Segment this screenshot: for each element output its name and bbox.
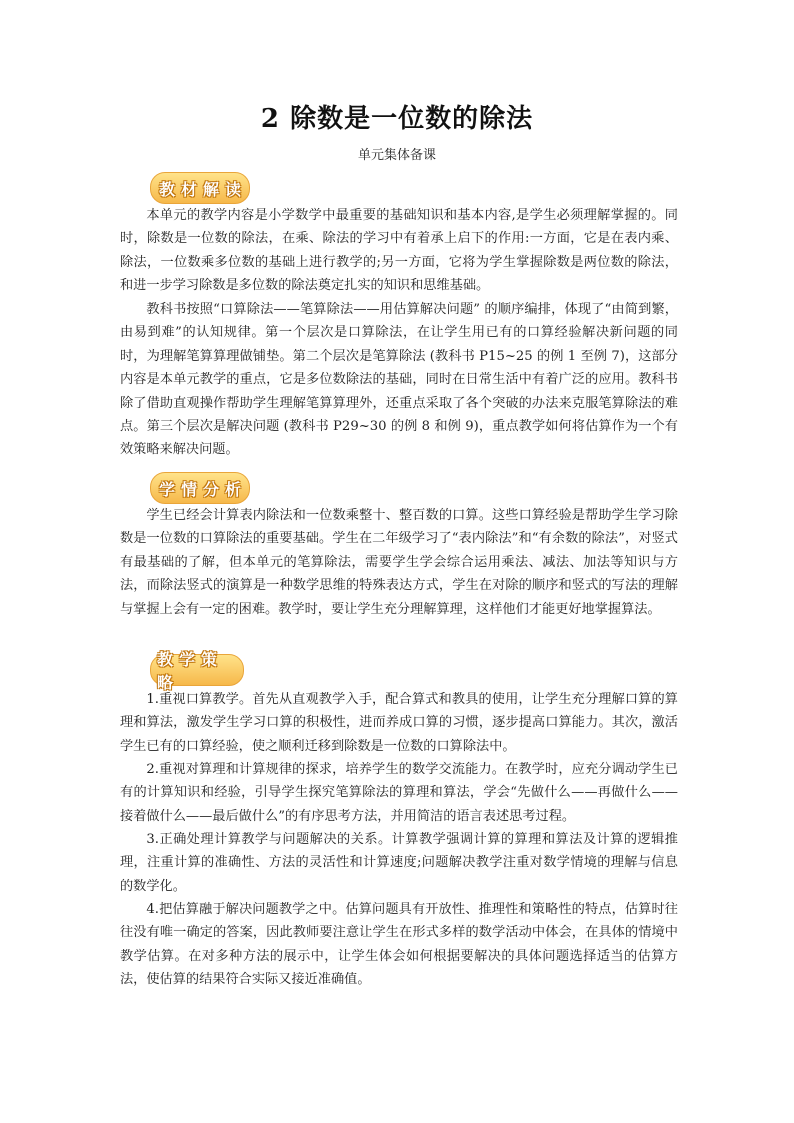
paragraph: 4.把估算融于解决问题教学之中。估算问题具有开放性、推理性和策略性的特点，估算时往往没有唯一确定的答案，因此教师要注意让学生在形式多样的数学活动中体会，在具体的情境中教学估算。在对多种方法的展示中，让学生体会如何根据要解决的具体问题选择适当的估算方法，使估算的结果符合实际又接近准确值。 [120, 902, 678, 988]
paragraph: 学生已经会计算表内除法和一位数乘整十、整百数的口算。这些口算经验是帮助学生学习除数是一位数的口算除法的重要基础。学生在二年级学习了“表内除法”和“有余数的除法”，对竖式有最基础的了解，但本单元的笔算除法，需要学生学会综合运用乘法、减法、加法等知识与方法，而除法竖式的演算是一种数学思维的特殊表达方式，学生在对除的顺序和竖式的写法的理解与掌握上会有一定的困难。教学时，要让学生充分理解算理，这样他们才能更好地掌握算法。 [120, 508, 678, 617]
page-title: 2 除数是一位数的除法 [260, 104, 534, 134]
paragraph: 教科书按照“口算除法——笔算除法——用估算解决问题” 的顺序编排，体现了“由简到繁，由易到难”的认知规律。第一个层次是口算除法，在让学生用已有的口算经验解决新问题的同时，为理解笔算算理做铺垫。第二个层次是笔算除法 (教科书 P15~25 的例 1 至例 7)，这部分内容是本单元教学的重点，它是多位数除法的基础，同时在日常生活中有着广泛的应用。教科书除了借助直观操作帮助学生理解笔算算理外，还重点采取了各个突破的办法来克服笔算除法的难点。第三个层次是解决问题 (教科书 P29~30 的例 8 和例 9)，重点教学如何将估算作为一个有效策略来解决问题。 [120, 302, 678, 458]
paragraph: 2.重视对算理和计算规律的探求，培养学生的数学交流能力。在教学时，应充分调动学生已有的计算知识和经验，引导学生探究笔算除法的算理和算法，学会“先做什么——再做什么——接着做什么——最后做什么”的有序思考方法，并用简洁的语言表述思考过程。 [120, 762, 678, 824]
paragraph: 本单元的教学内容是小学数学中最重要的基础知识和基本内容,是学生必须理解掌握的。同时，除数是一位数的除法，在乘、除法的学习中有着承上启下的作用:一方面，它是在表内乘、除法，一位数乘多位数的基础上进行教学的;另一方面，它将为学生掌握除数是两位数的除法，和进一步学习除数是多位数的除法奠定扎实的知识和思维基础。 [120, 208, 678, 294]
section-heading-text: 学情分析 [158, 479, 247, 499]
paragraph: 3.正确处理计算教学与问题解决的关系。计算教学强调计算的算理和算法及计算的逻辑推理，注重计算的准确性、方法的灵活性和计算速度;问题解决教学注重对数学情境的理解与信息的数学化。 [120, 832, 678, 894]
section-heading-badge [150, 472, 250, 504]
section-heading-text: 教材解读 [158, 179, 247, 199]
section-heading-badge [150, 172, 250, 204]
paragraph: 1.重视口算教学。首先从直观教学入手，配合算式和教具的使用，让学生充分理解口算的算理和算法，激发学生学习口算的积极性，进而养成口算的习惯，逐步提高口算能力。其次，激活学生已有的口算经验，使之顺利迁移到除数是一位数的口算除法中。 [120, 692, 678, 754]
section-heading-badge [150, 650, 244, 692]
page-subtitle: 单元集体备课 [357, 148, 436, 163]
section-heading-text: 教学策略 [157, 650, 224, 692]
